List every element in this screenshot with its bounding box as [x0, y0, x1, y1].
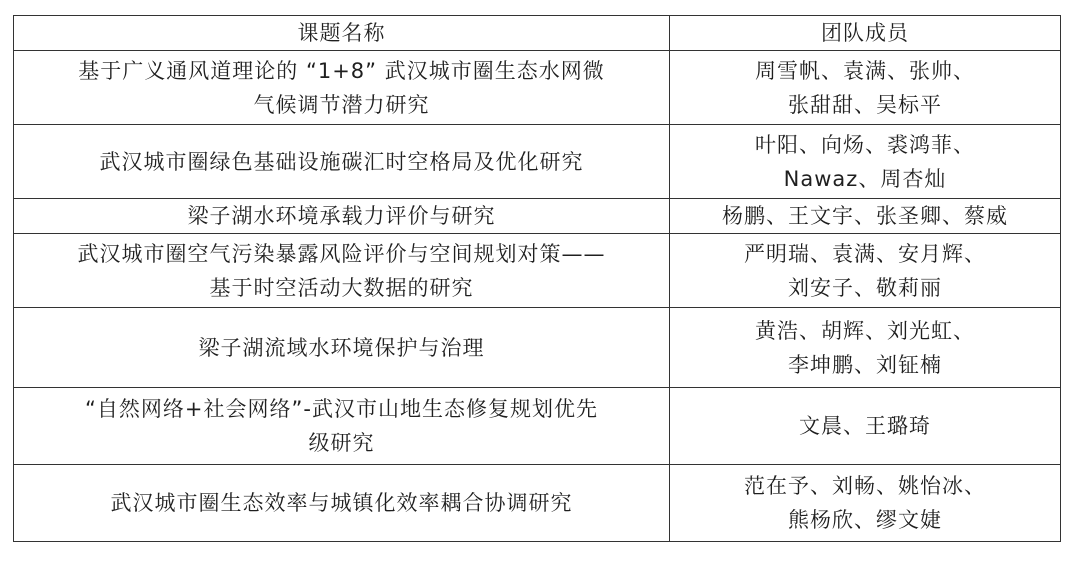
table-row [14, 308, 1061, 388]
header-team: 团队成员 [670, 16, 1061, 51]
topic-text: 梁子湖水环境承载力评价与研究 [187, 204, 496, 228]
topic-text: “自然网络+社会网络”-武汉市山地生态修复规划优先 级研究 [85, 397, 598, 455]
team-text: 严明瑞、袁满、安月辉、 刘安子、敬莉丽 [744, 241, 986, 300]
topic-cell [14, 125, 670, 199]
team-text: 范在予、刘畅、姚怡冰、 熊杨欣、缪文婕 [744, 474, 986, 532]
team-cell [670, 125, 1061, 199]
table-header [14, 16, 1061, 51]
team-cell [670, 234, 1061, 308]
table-row [14, 234, 1061, 308]
topic-cell [14, 199, 670, 234]
table-row [14, 199, 1061, 234]
table-body [14, 51, 1061, 542]
topic-cell [14, 308, 670, 388]
table-row [14, 388, 1061, 465]
team-cell [670, 51, 1061, 125]
team-text: 叶阳、向炀、裘鸿菲、 Nawaz、周杏灿 [755, 132, 975, 191]
topic-text: 武汉城市圈绿色基础设施碳汇时空格局及优化研究 [99, 149, 584, 174]
team-cell [670, 199, 1061, 234]
team-cell [670, 308, 1061, 388]
team-cell [670, 388, 1061, 465]
research-projects-table [13, 15, 1061, 542]
table-row [14, 465, 1061, 542]
team-text: 黄浩、胡辉、刘光虹、 李坤鹏、刘钲楠 [755, 318, 975, 377]
topic-cell [14, 388, 670, 465]
table-row [14, 125, 1061, 199]
topic-cell [14, 465, 670, 542]
topic-text: 武汉城市圈生态效率与城镇化效率耦合协调研究 [110, 491, 573, 515]
header-topic: 课题名称 [14, 16, 670, 51]
topic-text: 基于广义通风道理论的 “1+8” 武汉城市圈生态水网微 气候调节潜力研究 [78, 58, 605, 117]
team-text: 杨鹏、王文宇、张圣卿、蔡威 [722, 204, 1008, 228]
topic-cell [14, 51, 670, 125]
team-text: 文晨、王璐琦 [799, 414, 931, 438]
topic-text: 武汉城市圈空气污染暴露风险评价与空间规划对策—— 基于时空活动大数据的研究 [77, 241, 606, 300]
topic-text: 梁子湖流域水环境保护与治理 [198, 335, 485, 360]
table-row [14, 51, 1061, 125]
header-row [14, 16, 1061, 51]
team-text: 周雪帆、袁满、张帅、 张甜甜、吴标平 [755, 58, 975, 117]
team-cell [670, 465, 1061, 542]
topic-cell [14, 234, 670, 308]
